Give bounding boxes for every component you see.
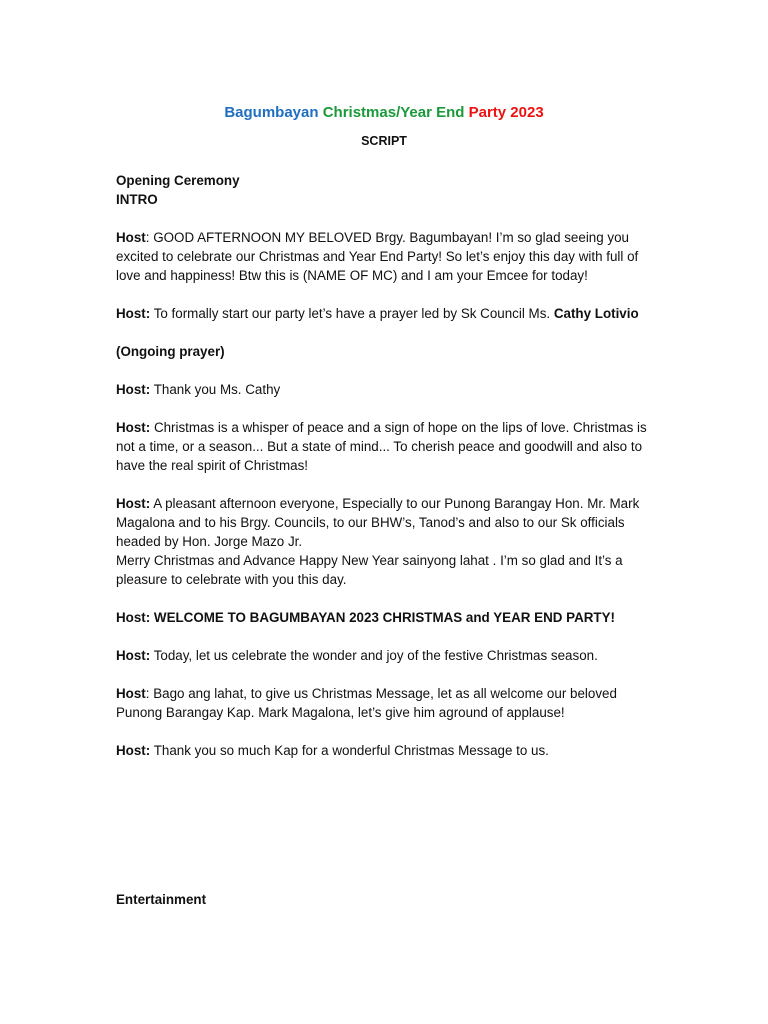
paragraph: [116, 684, 656, 722]
entertainment-heading: Entertainment: [116, 892, 207, 907]
opening-heading: Opening Ceremony: [116, 173, 240, 188]
page-title: [0, 104, 768, 121]
paragraph-text: Christmas is a whisper of peace and a sign of hope on the lips of love. Christmas is not a time, or a season... But a state of mind... To cherish peace and goodwill and also to have the real spirit of Christmas!: [116, 420, 647, 473]
paragraph-text: Merry Christmas and Advance Happy New Year sainyong lahat . I’m so glad and It’s a pleasure to celebrate with you this day.: [116, 553, 623, 587]
host-label: Host:: [116, 743, 151, 758]
paragraph-text: : GOOD AFTERNOON MY BELOVED Brgy. Bagumbayan! I’m so glad seeing you excited to celebrate our Christmas and Year End Party! So let’s enjoy this day with full of love and happiness! Btw this is (NAME OF MC) and I am your Emcee for today!: [116, 230, 639, 283]
intro-label: INTRO: [116, 192, 158, 207]
title-part-party: Party 2023: [468, 104, 544, 121]
host-label: Host: [116, 686, 146, 701]
paragraph: [116, 608, 656, 627]
opening-section: [116, 171, 656, 209]
paragraph: [116, 494, 656, 589]
paragraph: [116, 646, 656, 665]
paragraph: [116, 418, 656, 475]
paragraph: [116, 342, 656, 361]
host-label: Host:: [116, 648, 151, 663]
paragraph-text: Today, let us celebrate the wonder and joy of the festive Christmas season.: [150, 648, 598, 663]
title-part-bagumbayan: Bagumbayan: [224, 104, 319, 121]
stage-direction: (Ongoing prayer): [116, 344, 225, 359]
host-label: Host: [116, 230, 146, 245]
paragraph-text: Thank you Ms. Cathy: [150, 382, 281, 397]
host-label: Host:: [116, 420, 151, 435]
title-part-christmas: Christmas/Year End: [322, 104, 465, 121]
paragraph: [116, 741, 656, 760]
prayer-leader-name: Cathy Lotivio: [553, 306, 639, 321]
paragraph-text: Thank you so much Kap for a wonderful Christmas Message to us.: [150, 743, 549, 758]
paragraph-text: A pleasant afternoon everyone, Especially to our Punong Barangay Hon. Mr. Mark Magalona and to his Brgy. Councils, to our BHW’s, Tanod’s and also to our Sk officials headed by Hon. Jorge Mazo Jr.: [116, 496, 640, 549]
host-label: Host:: [116, 306, 151, 321]
host-label: Host:: [116, 382, 151, 397]
paragraph-text: To formally start our party let’s have a prayer led by Sk Council Ms.: [150, 306, 554, 321]
paragraph: [116, 380, 656, 399]
paragraph: [116, 228, 656, 285]
page-subtitle: SCRIPT: [361, 134, 407, 148]
host-label: Host: WELCOME TO BAGUMBAYAN 2023 CHRISTMAS and YEAR END PARTY!: [116, 610, 615, 625]
script-body: [116, 171, 656, 779]
paragraph: [116, 304, 656, 323]
paragraph-text: : Bago ang lahat, to give us Christmas Message, let as all welcome our beloved Punong Barangay Kap. Mark Magalona, let’s give him aground of applause!: [116, 686, 617, 720]
host-label: Host:: [116, 496, 151, 511]
